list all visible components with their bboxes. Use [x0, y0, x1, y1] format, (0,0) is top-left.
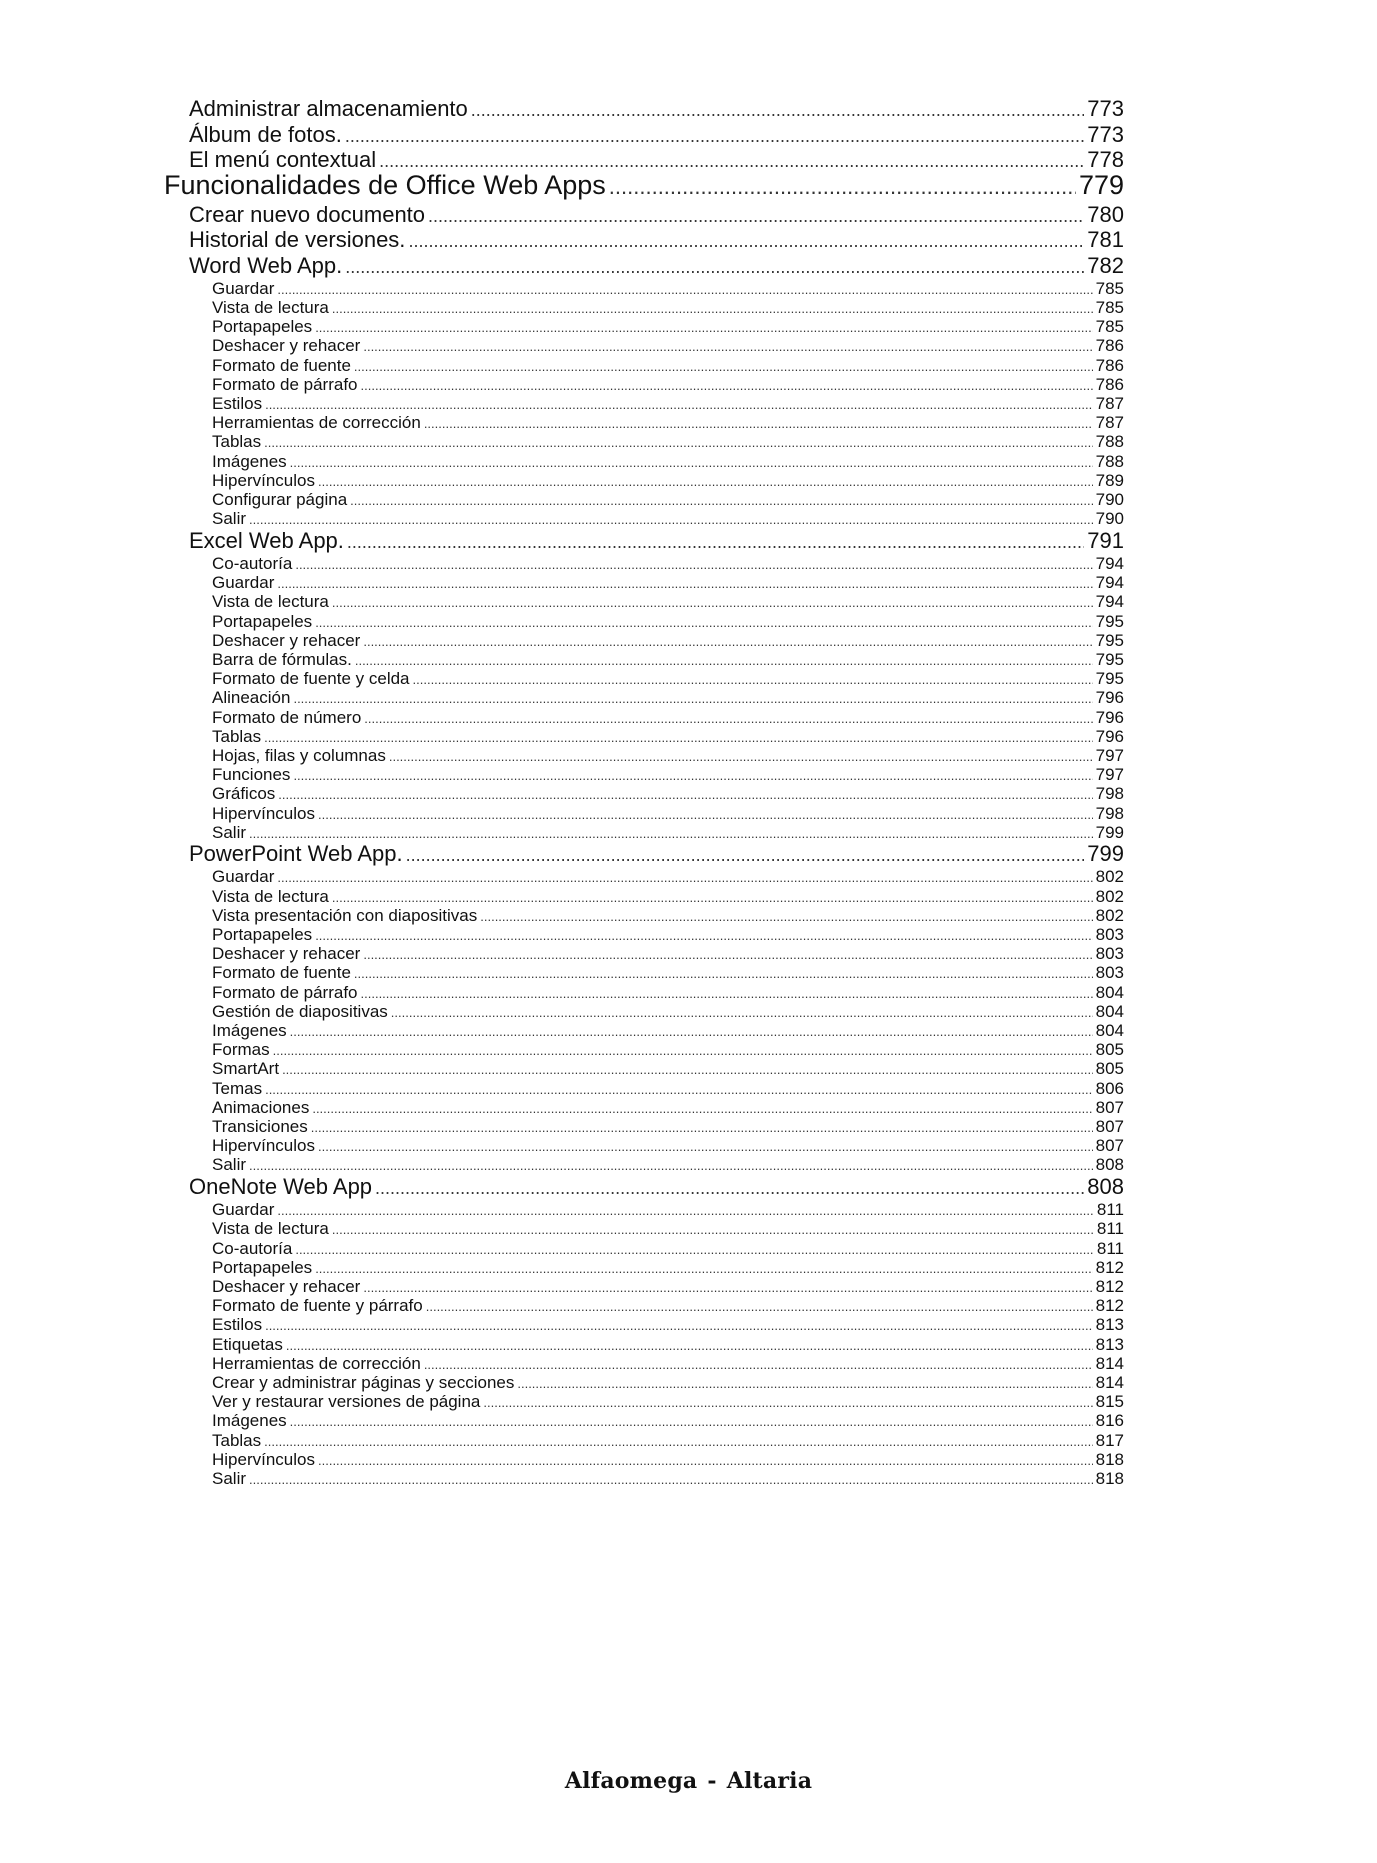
toc-entry-page-number: 794 [1095, 573, 1124, 593]
toc-entry-page-number: 788 [1095, 451, 1124, 471]
toc-dot-leader [347, 532, 1084, 553]
toc-entry-title: Formato de fuente y párrafo [212, 1296, 423, 1316]
toc-entry-page-number: 773 [1087, 121, 1124, 147]
toc-dot-leader [361, 986, 1093, 1001]
toc-entry-page-number: 815 [1095, 1392, 1124, 1412]
footer-publisher-left: Alfaomega [564, 1768, 698, 1794]
toc-entry-page-number: 782 [1087, 252, 1124, 278]
toc-entry-title: Hipervínculos [212, 1136, 315, 1156]
toc-entry-page-number: 812 [1095, 1276, 1124, 1296]
toc-entry-title: Funcionalidades de Office Web Apps [164, 170, 606, 201]
toc-entry-page-number: 813 [1095, 1315, 1124, 1335]
toc-entry-title: Formato de fuente y celda [212, 669, 410, 689]
toc-entry-title: Hipervínculos [212, 803, 315, 823]
toc-entry-page-number: 785 [1095, 317, 1124, 337]
toc-dot-leader [277, 576, 1092, 591]
toc-entry-title: Tablas [212, 1430, 262, 1450]
toc-dot-leader [389, 749, 1093, 764]
toc-entry-title: Historial de versiones. [189, 227, 406, 252]
toc-entry [189, 122, 1124, 150]
toc-entry-page-number: 802 [1095, 886, 1124, 906]
toc-entry [164, 170, 1124, 202]
toc-entry-title: Crear nuevo documento [189, 201, 426, 227]
toc-entry-title: Salir [212, 1468, 247, 1488]
toc-dot-leader [249, 1472, 1093, 1487]
toc-dot-leader [315, 928, 1092, 943]
toc-entry-page-number: 804 [1095, 1001, 1124, 1021]
toc-entry [189, 96, 1124, 124]
toc-dot-leader [354, 966, 1093, 981]
toc-entry-title: Portapapeles [212, 1257, 313, 1277]
toc-entry-title: Estilos [212, 394, 263, 414]
toc-entry-page-number: 808 [1095, 1155, 1124, 1175]
toc-entry-title: OneNote Web App [189, 1173, 373, 1199]
toc-entry-page-number: 811 [1096, 1238, 1124, 1258]
toc-dot-leader [249, 1158, 1093, 1173]
toc-dot-leader [249, 826, 1093, 841]
toc-entry-page-number: 786 [1095, 336, 1124, 356]
footer-separator: - [707, 1768, 717, 1794]
toc-entry-title: Animaciones [212, 1097, 310, 1117]
toc-entry-page-number: 811 [1096, 1219, 1124, 1239]
toc-dot-leader [364, 711, 1092, 726]
toc-entry-page-number: 779 [1078, 170, 1124, 201]
toc-entry [212, 1469, 1124, 1491]
toc-entry-page-number: 807 [1095, 1097, 1124, 1117]
toc-entry-title: Transiciones [212, 1117, 308, 1137]
toc-dot-leader [332, 890, 1093, 905]
toc-entry-page-number: 802 [1095, 867, 1124, 887]
toc-entry-title: Imágenes [212, 1021, 287, 1041]
toc-entry-title: Imágenes [212, 1411, 287, 1431]
toc-dot-leader [345, 126, 1084, 147]
toc-entry-page-number: 796 [1095, 688, 1124, 708]
toc-dot-leader [264, 435, 1092, 450]
toc-entry-title: Vista de lectura [212, 1219, 329, 1239]
toc-entry-page-number: 803 [1095, 925, 1124, 945]
toc-dot-leader [413, 672, 1093, 687]
toc-entry-title: Hojas, filas y columnas [212, 745, 386, 765]
toc-entry-page-number: 787 [1095, 394, 1124, 414]
toc-entry-page-number: 788 [1095, 432, 1124, 452]
toc-dot-leader [315, 1261, 1092, 1276]
toc-dot-leader [332, 301, 1093, 316]
toc-entry-page-number: 797 [1095, 765, 1124, 785]
toc-dot-leader [312, 1101, 1092, 1116]
toc-dot-leader [264, 1434, 1092, 1449]
toc-dot-leader [318, 474, 1093, 489]
toc-entry-title: Funciones [212, 765, 291, 785]
toc-entry-page-number: 803 [1095, 944, 1124, 964]
toc-dot-leader [379, 151, 1084, 172]
toc-entry-page-number: 795 [1095, 669, 1124, 689]
toc-entry-title: Herramientas de corrección [212, 1353, 421, 1373]
toc-dot-leader [286, 1338, 1093, 1353]
toc-entry-page-number: 817 [1095, 1430, 1124, 1450]
toc-entry-title: Imágenes [212, 451, 287, 471]
toc-entry-page-number: 805 [1095, 1040, 1124, 1060]
toc-dot-leader [249, 512, 1093, 527]
toc-dot-leader [350, 493, 1092, 508]
toc-entry-title: Formato de fuente [212, 355, 351, 375]
toc-entry-page-number: 796 [1095, 726, 1124, 746]
toc-entry-title: Excel Web App. [189, 527, 344, 553]
toc-entry-title: Vista presentación con diapositivas [212, 905, 478, 925]
toc-entry-page-number: 816 [1095, 1411, 1124, 1431]
toc-entry-page-number: 786 [1095, 374, 1124, 394]
toc-entry-title: Portapapeles [212, 611, 313, 631]
toc-entry-title: Formato de párrafo [212, 374, 358, 394]
toc-dot-leader [273, 1043, 1093, 1058]
toc-dot-leader [318, 1453, 1093, 1468]
toc-entry-title: Herramientas de corrección [212, 413, 421, 433]
toc-entry-title: Word Web App. [189, 252, 343, 278]
toc-dot-leader [265, 397, 1093, 412]
toc-entry-title: Salir [212, 822, 247, 842]
toc-entry-page-number: 795 [1095, 611, 1124, 631]
toc-entry-page-number: 794 [1095, 553, 1124, 573]
toc-entry-title: Estilos [212, 1315, 263, 1335]
toc-entry [189, 202, 1124, 230]
toc-entry-title: Deshacer y rehacer [212, 336, 361, 356]
toc-entry [189, 528, 1124, 556]
toc-dot-leader [264, 730, 1092, 745]
toc-entry [189, 841, 1124, 869]
toc-entry-title: Hipervínculos [212, 1449, 315, 1469]
toc-entry-title: PowerPoint Web App. [189, 841, 403, 867]
toc-dot-leader [277, 1203, 1094, 1218]
toc-entry-title: Hipervínculos [212, 470, 315, 490]
toc-entry-title: Guardar [212, 573, 275, 593]
toc-entry-page-number: 818 [1095, 1468, 1124, 1488]
toc-dot-leader [295, 1242, 1094, 1257]
toc-dot-leader [277, 282, 1092, 297]
toc-dot-leader [265, 1318, 1093, 1333]
toc-entry-page-number: 812 [1095, 1257, 1124, 1277]
toc-entry-page-number: 814 [1095, 1353, 1124, 1373]
toc-dot-leader [363, 339, 1092, 354]
toc-dot-leader [295, 557, 1092, 572]
toc-dot-leader [363, 947, 1092, 962]
toc-dot-leader [517, 1376, 1092, 1391]
toc-entry-title: Vista de lectura [212, 298, 329, 318]
toc-dot-leader [406, 845, 1085, 866]
toc-dot-leader [471, 100, 1085, 121]
toc-entry-title: Salir [212, 1155, 247, 1175]
toc-entry-page-number: 796 [1095, 707, 1124, 727]
toc-dot-leader [277, 870, 1092, 885]
toc-entry-title: Guardar [212, 278, 275, 298]
toc-entry-page-number: 794 [1095, 592, 1124, 612]
toc-entry-title: Portapapeles [212, 317, 313, 337]
toc-entry-page-number: 811 [1096, 1200, 1124, 1220]
toc-entry-page-number: 789 [1095, 470, 1124, 490]
toc-dot-leader [290, 1414, 1093, 1429]
toc-entry-title: Administrar almacenamiento [189, 96, 468, 121]
toc-entry-title: Formato de párrafo [212, 982, 358, 1002]
toc-entry-title: Barra de fórmulas. [212, 649, 352, 669]
toc-dot-leader [428, 206, 1084, 227]
toc-dot-leader [426, 1299, 1093, 1314]
toc-dot-leader [290, 1024, 1093, 1039]
toc-entry-title: Deshacer y rehacer [212, 944, 361, 964]
toc-entry-page-number: 804 [1095, 1021, 1124, 1041]
toc-entry-page-number: 799 [1095, 822, 1124, 842]
toc-entry-title: SmartArt [212, 1059, 280, 1079]
toc-entry-page-number: 807 [1095, 1136, 1124, 1156]
toc-dot-leader [361, 378, 1093, 393]
toc-dot-leader [311, 1120, 1093, 1135]
toc-entry-title: Tablas [212, 726, 262, 746]
toc-dot-leader [265, 1082, 1093, 1097]
toc-entry-title: Temas [212, 1078, 263, 1098]
toc-entry-title: Vista de lectura [212, 886, 329, 906]
toc-dot-leader [355, 653, 1093, 668]
toc-entry-page-number: 818 [1095, 1449, 1124, 1469]
toc-entry-page-number: 785 [1095, 278, 1124, 298]
toc-dot-leader [293, 691, 1092, 706]
toc-entry-title: Gestión de diapositivas [212, 1001, 388, 1021]
toc-entry-page-number: 807 [1095, 1117, 1124, 1137]
toc-entry-title: Configurar página [212, 490, 348, 510]
toc-entry-title: Gráficos [212, 784, 276, 804]
toc-entry-page-number: 805 [1095, 1059, 1124, 1079]
toc-entry-page-number: 812 [1095, 1296, 1124, 1316]
toc-entry-title: Guardar [212, 867, 275, 887]
toc-entry-page-number: 803 [1095, 963, 1124, 983]
toc-entry-title: Co-autoría [212, 1238, 293, 1258]
toc-entry-page-number: 790 [1095, 490, 1124, 510]
toc-entry-title: Vista de lectura [212, 592, 329, 612]
toc-dot-leader [354, 359, 1093, 374]
toc-entry-page-number: 799 [1087, 841, 1124, 867]
toc-entry-page-number: 787 [1095, 413, 1124, 433]
toc-entry-title: Portapapeles [212, 925, 313, 945]
toc-entry-title: Ver y restaurar versiones de página [212, 1392, 481, 1412]
toc-entry-page-number: 814 [1095, 1372, 1124, 1392]
toc-entry-title: Deshacer y rehacer [212, 630, 361, 650]
toc-entry-page-number: 785 [1095, 298, 1124, 318]
toc-entry-page-number: 786 [1095, 355, 1124, 375]
footer-publisher-right: Altaria [726, 1768, 813, 1794]
toc-entry-page-number: 808 [1087, 1173, 1124, 1199]
toc-entry-title: Formato de fuente [212, 963, 351, 983]
toc-entry-title: Tablas [212, 432, 262, 452]
toc-dot-leader [278, 787, 1092, 802]
toc-entry-page-number: 798 [1095, 803, 1124, 823]
toc-entry-page-number: 802 [1095, 905, 1124, 925]
toc-entry-title: Alineación [212, 688, 291, 708]
toc-dot-leader [483, 1395, 1092, 1410]
toc-dot-leader [424, 416, 1093, 431]
toc-entry-title: Formato de número [212, 707, 362, 727]
toc-entry [189, 227, 1124, 255]
toc-dot-leader [609, 174, 1076, 200]
toc-entry [189, 1174, 1124, 1202]
toc-entry-page-number: 795 [1095, 649, 1124, 669]
toc-entry-page-number: 780 [1087, 201, 1124, 227]
toc-entry-page-number: 781 [1087, 227, 1124, 252]
toc-dot-leader [315, 615, 1092, 630]
toc-entry-title: Co-autoría [212, 553, 293, 573]
toc-entry-page-number: 798 [1095, 784, 1124, 804]
toc-entry-title: Salir [212, 509, 247, 529]
toc-entry-page-number: 790 [1095, 509, 1124, 529]
toc-entry-title: Formas [212, 1040, 270, 1060]
toc-dot-leader [318, 1139, 1093, 1154]
toc-entry-page-number: 791 [1087, 527, 1124, 553]
toc-dot-leader [332, 595, 1093, 610]
toc-entry-page-number: 804 [1095, 982, 1124, 1002]
toc-dot-leader [290, 455, 1093, 470]
toc-dot-leader [363, 1280, 1092, 1295]
toc-dot-leader [375, 1178, 1084, 1199]
toc-dot-leader [315, 320, 1092, 335]
toc-dot-leader [391, 1005, 1093, 1020]
toc-dot-leader [345, 257, 1084, 278]
toc-dot-leader [480, 909, 1092, 924]
toc-entry-page-number: 813 [1095, 1334, 1124, 1354]
toc-entry-title: El menú contextual [189, 147, 377, 172]
toc-dot-leader [318, 807, 1093, 822]
toc-dot-leader [424, 1357, 1093, 1372]
toc-entry-title: Álbum de fotos. [189, 121, 342, 147]
toc-dot-leader [332, 1222, 1094, 1237]
toc-entry-page-number: 806 [1095, 1078, 1124, 1098]
toc-dot-leader [408, 231, 1084, 252]
page-footer [0, 1768, 1377, 1794]
toc-entry-title: Guardar [212, 1200, 275, 1220]
toc-dot-leader [363, 634, 1092, 649]
toc-entry-page-number: 778 [1087, 147, 1124, 172]
toc-entry-page-number: 795 [1095, 630, 1124, 650]
toc-entry-title: Deshacer y rehacer [212, 1276, 361, 1296]
toc-dot-leader [293, 768, 1092, 783]
toc-entry-title: Crear y administrar páginas y secciones [212, 1372, 515, 1392]
toc-entry-title: Etiquetas [212, 1334, 283, 1354]
toc-entry [189, 253, 1124, 281]
toc-dot-leader [282, 1062, 1093, 1077]
toc-entry-page-number: 797 [1095, 745, 1124, 765]
toc-entry-page-number: 773 [1087, 96, 1124, 121]
